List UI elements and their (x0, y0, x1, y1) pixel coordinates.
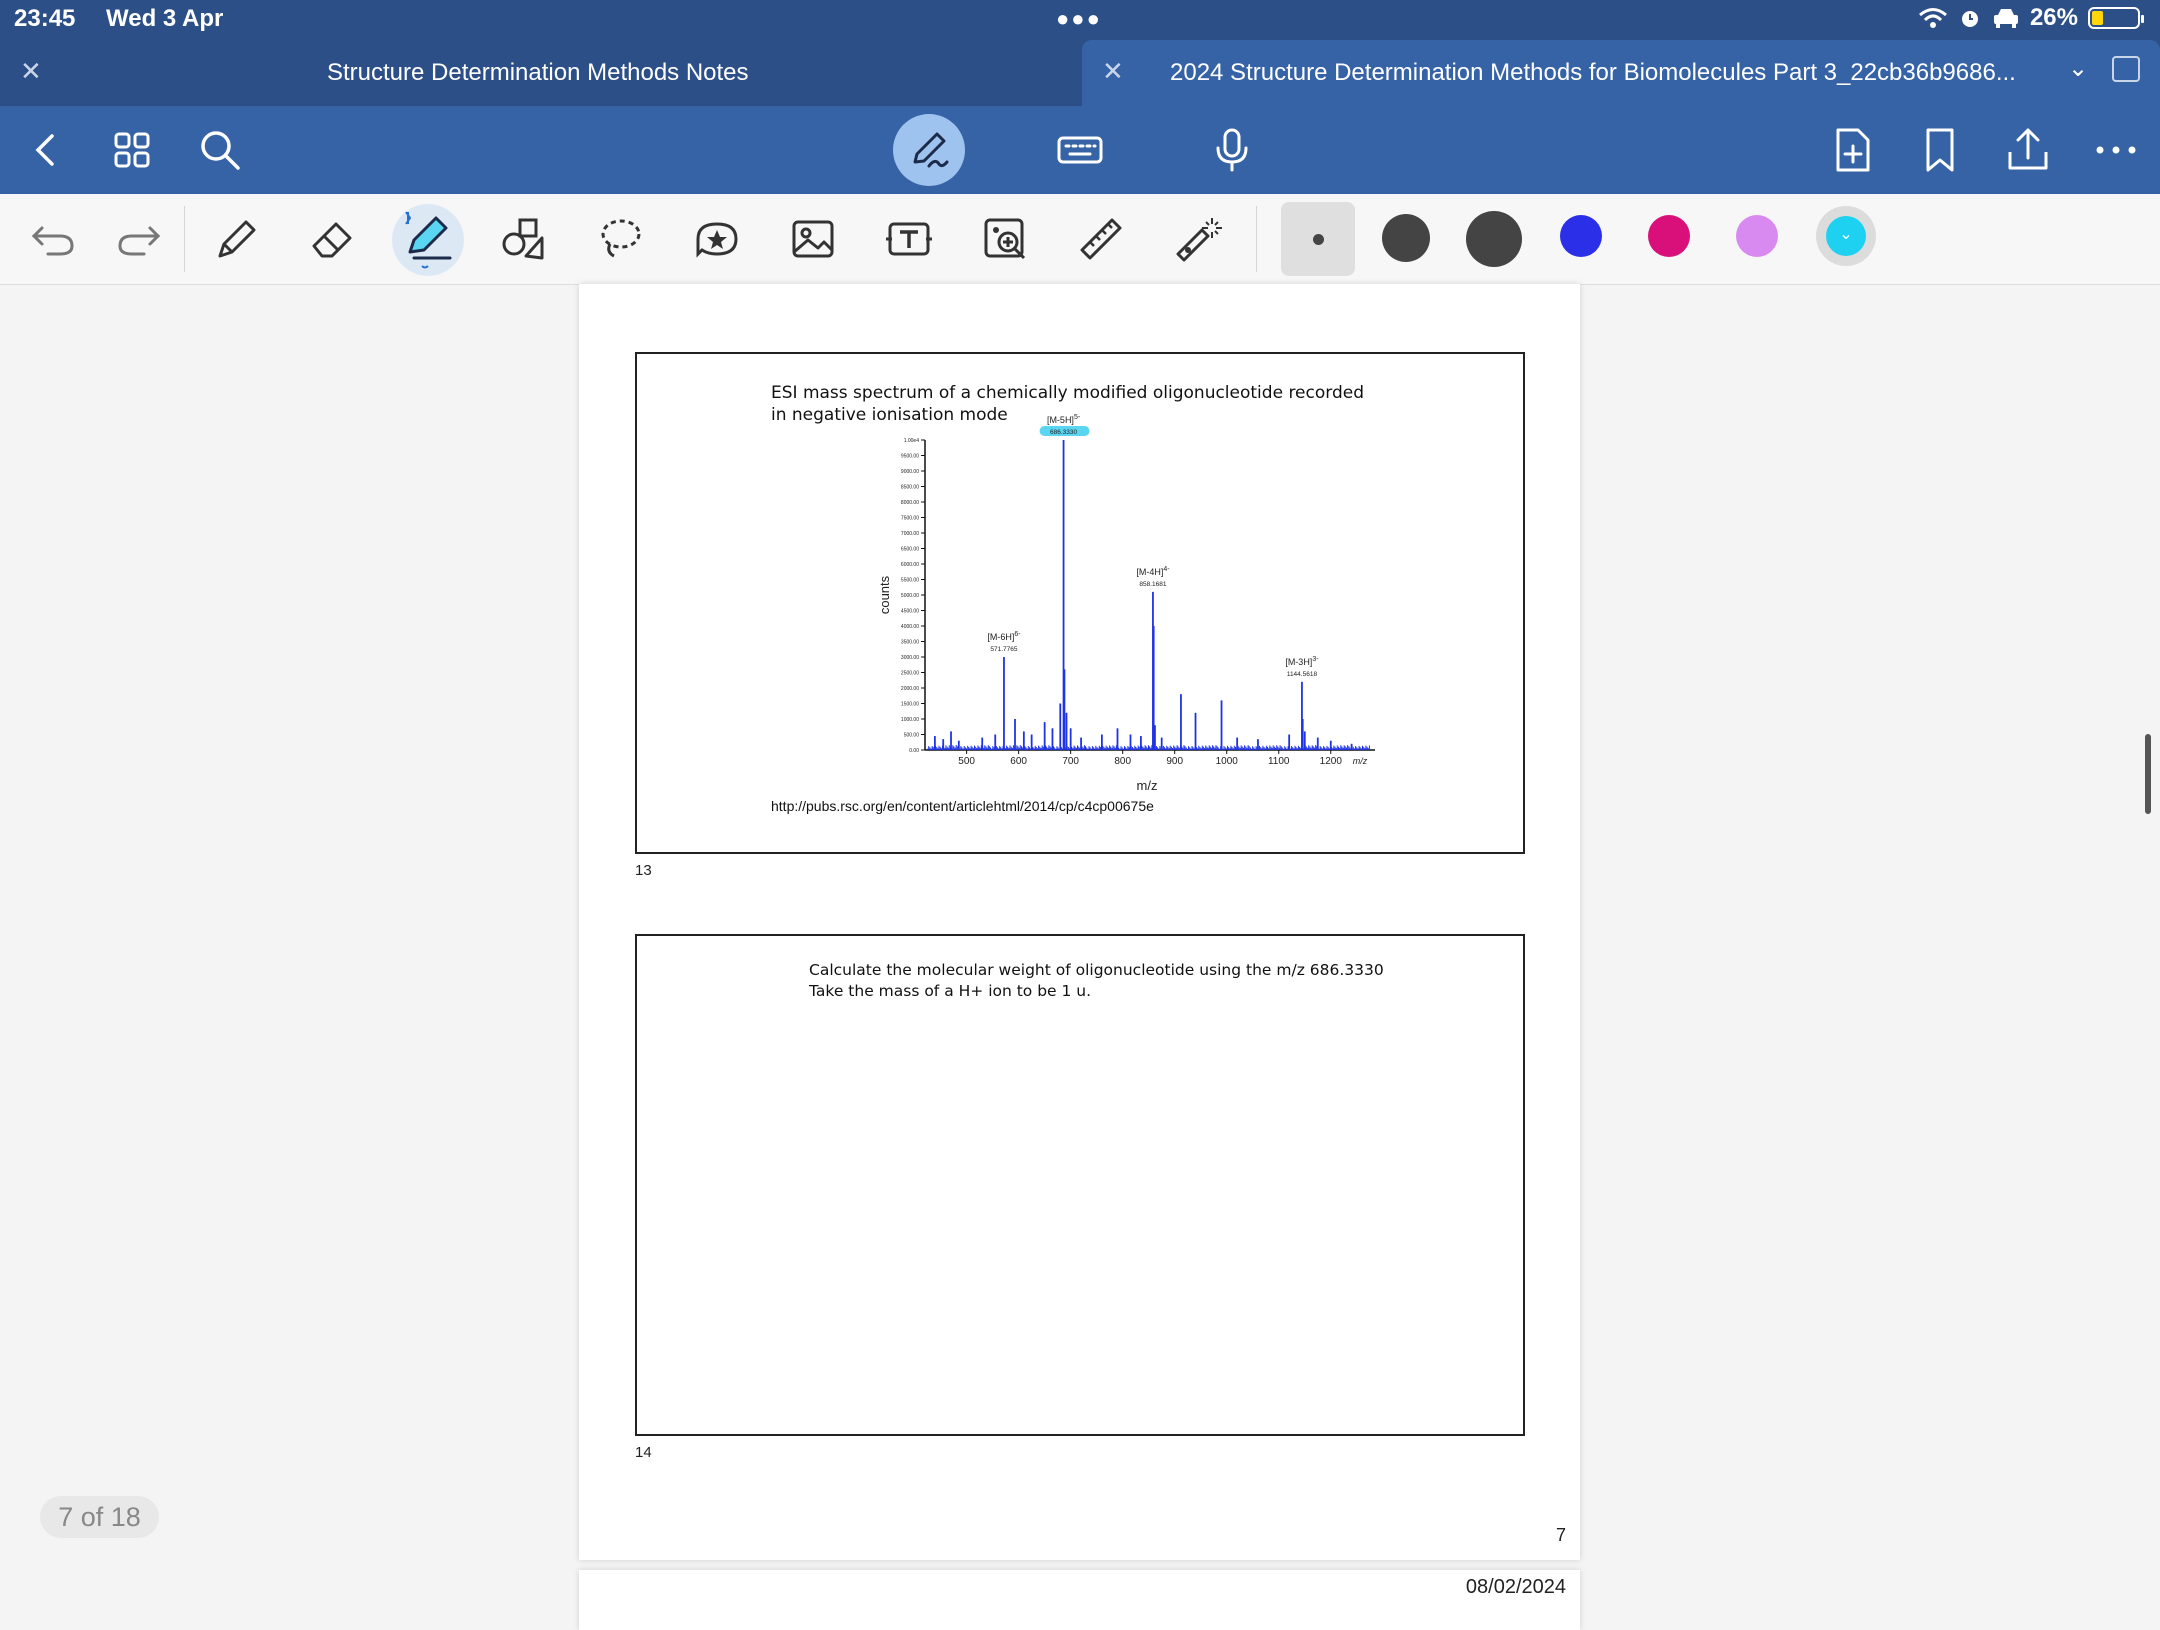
y-tick-label: 1000.00 (900, 717, 919, 723)
peak-value-label: 858.1681 (1139, 580, 1167, 588)
x-tick-label: 700 (1062, 756, 1080, 767)
chevron-down-icon[interactable]: ⌄ (2068, 55, 2089, 82)
pen-icon[interactable] (212, 214, 262, 264)
color-swatch-cyan-selected[interactable] (1816, 206, 1876, 266)
tools-bar (0, 194, 2160, 285)
y-tick-label: 4000.00 (900, 624, 919, 630)
lasso-icon[interactable] (596, 214, 646, 264)
x-tick-suffix: m/z (1352, 756, 1368, 766)
y-tick-label: 4500.00 (900, 608, 919, 615)
question-line-2: Take the mass of a H+ ion to be 1 u. (809, 982, 1092, 1000)
bookmark-icon[interactable] (1916, 126, 1964, 174)
y-tick-label: 2000.00 (900, 686, 919, 692)
close-tab-icon[interactable]: ✕ (1102, 56, 1124, 86)
battery-percentage: 26% (2029, 4, 2078, 31)
pen-size-small[interactable] (1281, 202, 1355, 276)
y-tick-label: 5500.00 (900, 577, 919, 584)
page-number: 7 (1555, 1525, 1566, 1545)
search-icon[interactable] (196, 126, 244, 174)
battery-icon (2088, 7, 2140, 29)
y-tick-label: 7500.00 (900, 515, 919, 522)
y-tick-label: 3000.00 (900, 655, 919, 661)
y-tick-label: 2500.00 (900, 670, 919, 677)
x-axis-label: m/z (1136, 778, 1158, 793)
chevron-down-icon: ⌄ (1826, 216, 1866, 256)
mass-spectrum-chart (637, 354, 1527, 854)
peak-label: $[M-5H]^{5-}$ (1046, 414, 1081, 425)
main-toolbar (0, 106, 2160, 194)
y-tick-label: 6000.00 (900, 562, 919, 568)
x-tick-label: 800 (1114, 756, 1132, 767)
status-bar (0, 0, 2160, 40)
slide-number: 14 (635, 1444, 652, 1461)
y-tick-label: 9500.00 (900, 453, 919, 460)
peak-value-label: 1144.5618 (1286, 670, 1318, 678)
y-tick-label: 1.00e4 (903, 438, 919, 444)
source-link[interactable]: http://pubs.rsc.org/en/content/articlehtml/2014/cp/c4cp00675e (771, 798, 1154, 814)
highlighter-icon[interactable] (392, 204, 464, 276)
y-tick-label: 0.00 (909, 748, 919, 754)
x-tick-label: 1000 (1215, 756, 1238, 767)
slide-13 (635, 352, 1525, 854)
add-page-icon[interactable] (1828, 126, 1876, 174)
y-tick-label: 5000.00 (900, 593, 919, 599)
document-page (579, 284, 1580, 1560)
page-date: 08/02/2024 (1465, 1576, 1566, 1598)
share-icon[interactable] (2004, 126, 2052, 174)
slide-number: 13 (635, 862, 652, 879)
peak-label-charge: 6- (1014, 631, 1021, 638)
y-tick-label: 8500.00 (900, 484, 919, 491)
undo-icon[interactable] (28, 214, 78, 264)
redo-icon[interactable] (114, 214, 164, 264)
shapes-icon[interactable] (500, 214, 550, 264)
peak-label-charge: 3- (1312, 655, 1319, 663)
status-date: Wed 3 Apr (106, 5, 224, 32)
color-swatch-magenta[interactable] (1648, 215, 1690, 257)
y-tick-label: 9000.00 (900, 469, 919, 475)
zoom-window-icon[interactable] (980, 214, 1030, 264)
tab-title: Structure Determination Methods Notes (327, 59, 749, 86)
status-time: 23:45 (14, 5, 76, 32)
page-indicator[interactable]: 7 of 18 (40, 1496, 159, 1538)
x-tick-label: 900 (1166, 756, 1184, 767)
keyboard-icon[interactable] (1056, 126, 1104, 174)
chart-title-line-1: ESI mass spectrum of a chemically modified oligonucleotide recorded (771, 383, 1364, 403)
y-tick-label: 6500.00 (900, 546, 919, 553)
question-line-1: Calculate the molecular weight of oligonucleotide using the m/z 686.3330 (809, 961, 1384, 979)
y-tick-label: 1500.00 (900, 701, 919, 708)
ruler-icon[interactable] (1076, 214, 1126, 264)
alarm-icon (1958, 6, 1982, 30)
x-tick-label: 1100 (1267, 756, 1290, 767)
thumbnails-icon[interactable] (108, 126, 156, 174)
peak-value-label: 686.3330 (1049, 429, 1078, 436)
pen-mode-icon[interactable] (893, 114, 965, 186)
y-tick-label: 500.00 (903, 732, 919, 739)
y-tick-label: 3500.00 (900, 639, 919, 646)
close-tab-icon[interactable]: ✕ (20, 56, 42, 86)
next-document-page (579, 1570, 1580, 1630)
peak-label: $[M-3H]^{3-}$ (1285, 655, 1319, 667)
sticker-icon[interactable] (692, 214, 742, 264)
microphone-icon[interactable] (1208, 126, 1256, 174)
x-tick-label: 600 (1010, 756, 1027, 767)
text-box-icon[interactable] (884, 214, 934, 264)
y-tick-label: 8000.00 (900, 500, 919, 506)
peak-label: $[M-4H]^{4-}$ (1136, 565, 1170, 577)
status-icons (1918, 4, 2140, 32)
y-axis-label: counts (877, 575, 892, 615)
question-text (809, 960, 1384, 1002)
more-icon[interactable] (2092, 126, 2140, 174)
peak-value-label: 571.7765 (990, 646, 1018, 653)
slide-14 (635, 934, 1525, 1436)
scrollbar[interactable] (2145, 734, 2151, 814)
tab-title: 2024 Structure Determination Methods for Biomolecules Part 3_22cb36b9686... (1170, 59, 2016, 86)
wifi-icon (1918, 6, 1948, 30)
split-view-icon[interactable] (2112, 56, 2140, 82)
tab-bar (0, 40, 2160, 106)
x-tick-label: 500 (958, 756, 975, 767)
color-swatch-dark-gray-small[interactable] (1382, 214, 1430, 262)
eraser-icon[interactable] (308, 214, 358, 264)
color-swatch-lilac[interactable] (1736, 215, 1778, 257)
peak-label-charge: 4- (1163, 565, 1170, 573)
back-icon[interactable] (22, 126, 70, 174)
color-swatch-blue[interactable] (1560, 215, 1602, 257)
multitasking-dots-icon[interactable]: ●●● (1056, 6, 1102, 31)
peak-label: $[M-6H]^{6-}$ (987, 631, 1021, 642)
color-swatch-dark-gray-large[interactable] (1466, 211, 1522, 267)
tab-active-document[interactable] (1082, 40, 2160, 106)
car-icon (1992, 6, 2020, 30)
laser-pointer-icon[interactable] (1172, 214, 1222, 264)
tab-notes[interactable] (0, 40, 1080, 106)
y-tick-label: 7000.00 (900, 531, 919, 537)
image-icon[interactable] (788, 214, 838, 264)
x-tick-label: 1200 (1319, 756, 1342, 767)
peak-label-charge: 5- (1073, 414, 1081, 421)
chart-title-line-2: in negative ionisation mode (771, 405, 1008, 425)
